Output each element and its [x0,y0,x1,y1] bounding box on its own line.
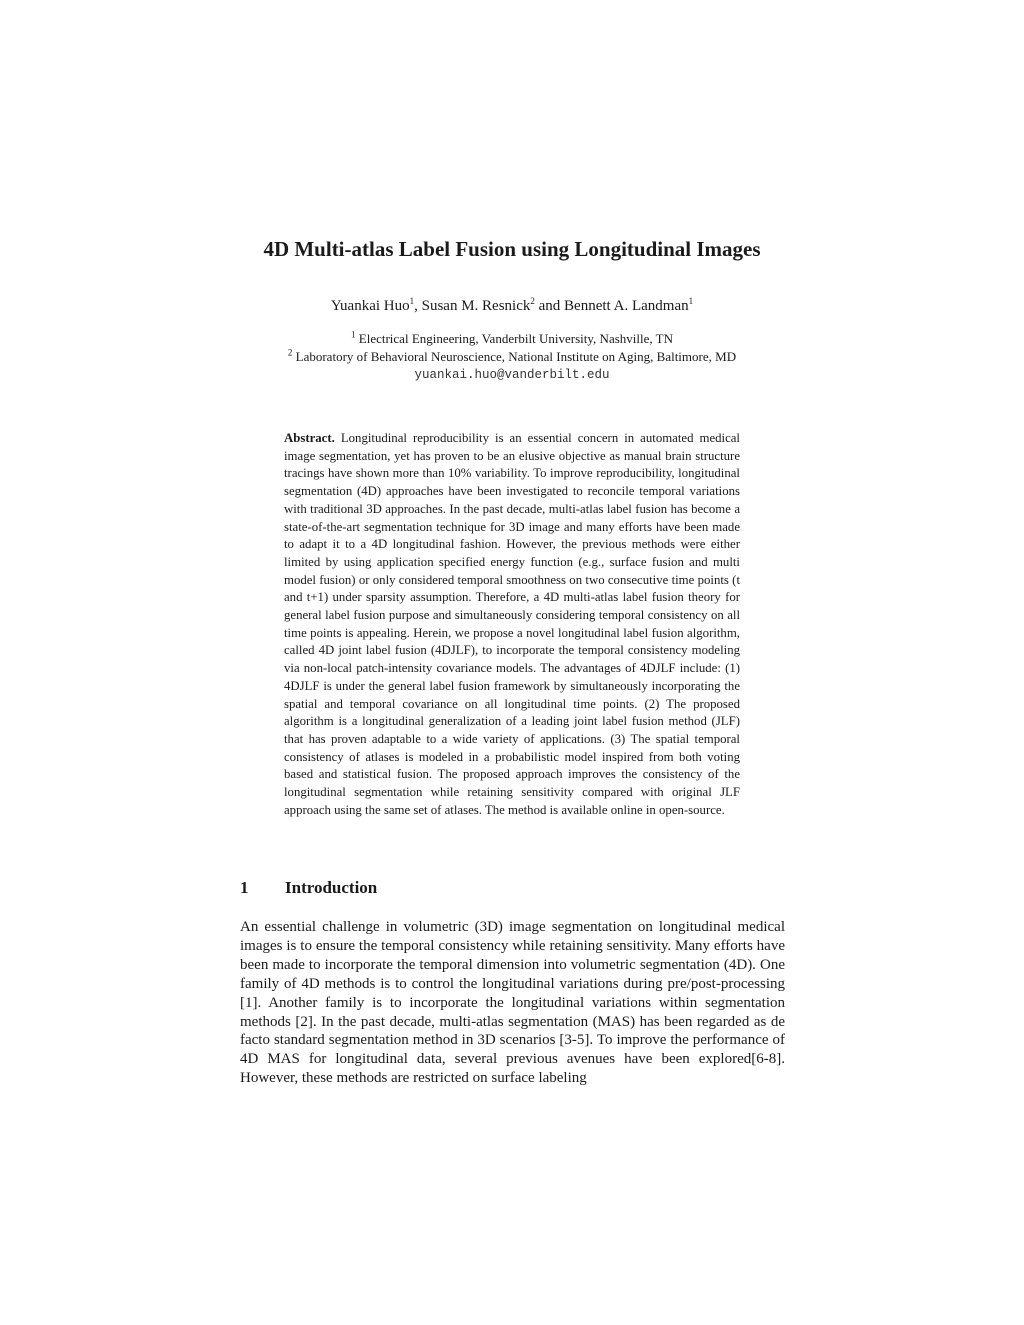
intro-paragraph: An essential challenge in volumetric (3D) image segmentation on longitudinal medical images is to ensure the temporal consistency while retaining sensitivity. Many efforts have been made to incorporate the temporal dimension into volumetric segmentation (4D). One family of 4D methods is to control the longitudinal variations during pre/post-processing [1]. Another family is to incorporate the longitudinal variations within segmentation methods [2]. In the past decade, multi-atlas segmentation (MAS) has been regarded as de facto standard segmentation method in 3D scenarios [3-5]. To improve the performance of 4D MAS for longitudinal data, several previous avenues have been explored[6-8]. However, these methods are restricted on surface labeling [240,919,785,1087]
author-name: Bennett A. Landman [564,298,689,314]
affiliation-marker: 2 [530,296,535,306]
section-number: 1 [240,878,249,897]
affiliation-marker: 1 [688,296,694,306]
author-list [0,296,1024,316]
affiliation-line [0,348,1024,366]
affiliation-block [0,330,1024,384]
section-title: Introduction [285,878,378,897]
author-separator: , [414,298,422,314]
affiliation-marker: 2 [287,347,293,358]
abstract-text: Longitudinal reproducibility is an essential concern in automated medical image segmentation, yet has proven to be an elusive objective as manual brain structure tracings have shown more than 10% variability. To improve reproducibility, longitudinal segmentation (4D) approaches have been investigated to reconcile temporal variations with traditional 3D approaches. In the past decade, multi-atlas label fusion has become a state-of-the-art segmentation technique for 3D image and many efforts have been made to adapt it to a 4D longitudinal fashion. However, the previous methods were either limited by using application specified energy function (e.g., surface fusion and multi model fusion) or only considered temporal smoothness on two consecutive time points (t and t+1) under sparsity assumption. Therefore, a 4D multi-atlas label fusion theory for general label fusion purpose and simultaneously considering temporal consistency on all time points is appealing. Herein, we propose a novel longitudinal label fusion algorithm, called 4D joint label fusion (4DJLF), to incorporate the temporal consistency modeling via non-local patch-intensity covariance models. The advantages of 4DJLF include: (1) 4DJLF is under the general label fusion framework by simultaneously incorporating the spatial and temporal covariance on all longitudinal time points. (2) The proposed algorithm is a longitudinal generalization of a leading joint label fusion method (JLF) that has proven adaptable to a wide variety of applications. (3) The spatial temporal consistency of atlases is modeled in a probabilistic model inspired from both voting based and statistical fusion. The proposed approach improves the consistency of the longitudinal segmentation while retaining sensitivity compared with original JLF approach using the same set of atlases. The method is available online in open-source. [284,431,740,817]
author-name: Susan M. Resnick [421,298,531,314]
abstract-label: Abstract. [284,431,335,445]
affiliation-marker: 1 [409,296,415,306]
abstract-paragraph [284,430,740,819]
paper-title: 4D Multi-atlas Label Fusion using Longitudinal Images [263,237,761,261]
author-email: yuankai.huo@vanderbilt.edu [414,368,610,382]
affiliation-line [0,330,1024,348]
author-name: Yuankai Huo [330,298,410,314]
affiliation-text: Laboratory of Behavioral Neuroscience, National Institute on Aging, Baltimore, MD [292,349,737,364]
affiliation-text: Electrical Engineering, Vanderbilt University, Nashville, TN [355,331,673,346]
affiliation-marker: 1 [351,329,356,340]
section-heading [240,876,377,900]
author-separator: and [534,298,565,314]
